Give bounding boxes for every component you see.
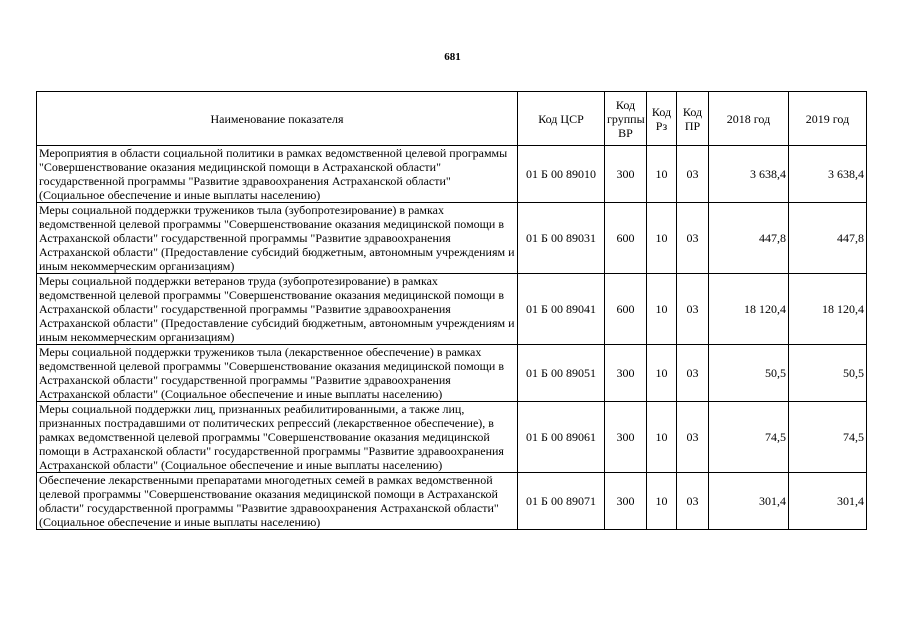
row-csr: 01 Б 00 89041: [518, 274, 605, 345]
row-2018: 301,4: [709, 473, 789, 530]
row-vr: 300: [605, 345, 647, 402]
row-csr: 01 Б 00 89031: [518, 203, 605, 274]
row-name: Меры социальной поддержки тружеников тыла (зубопротезирование) в рамках ведомственной целевой программы "Совершенствование оказания медицинской помощи в Астраханской области" государственной программы "Развитие здравоохранения Астраханской области" (Предоставление субсидий бюджетным, автономным учреждениям и иным некоммерческим организациям): [37, 203, 518, 274]
row-2019: 74,5: [789, 402, 867, 473]
row-2018: 74,5: [709, 402, 789, 473]
row-name: Меры социальной поддержки лиц, признанных реабилитированными, а также лиц, признанных пострадавшими от политических репрессий (лекарственное обеспечение), в рамках ведомственной целевой программы "Совершенствование оказания медицинской помощи в Астраханской области" государственной программы "Развитие здравоохранения Астраханской области" (Социальное обеспечение и иные выплаты населению): [37, 402, 518, 473]
header-csr: Код ЦСР: [518, 92, 605, 146]
table-row: [37, 402, 867, 473]
row-rz: 10: [647, 473, 677, 530]
row-csr: 01 Б 00 89051: [518, 345, 605, 402]
row-rz: 10: [647, 274, 677, 345]
row-vr: 600: [605, 203, 647, 274]
row-name: Меры социальной поддержки ветеранов труда (зубопротезирование) в рамках ведомственной целевой программы "Совершенствование оказания медицинской помощи в Астраханской области" государственной программы "Развитие здравоохранения Астраханской области" (Предоставление субсидий бюджетным, автономным учреждениям и иным некоммерческим организациям): [37, 274, 518, 345]
row-pr: 03: [677, 345, 709, 402]
row-2019: 301,4: [789, 473, 867, 530]
row-2019: 447,8: [789, 203, 867, 274]
table-row: [37, 203, 867, 274]
budget-table: [36, 91, 867, 530]
row-2019: 3 638,4: [789, 146, 867, 203]
row-vr: 300: [605, 146, 647, 203]
row-rz: 10: [647, 203, 677, 274]
header-vr: Код группы ВР: [605, 92, 647, 146]
row-2018: 50,5: [709, 345, 789, 402]
header-pr: Код ПР: [677, 92, 709, 146]
row-2019: 18 120,4: [789, 274, 867, 345]
row-name: Обеспечение лекарственными препаратами многодетных семей в рамках ведомственной целевой программы "Совершенствование оказания медицинской помощи в Астраханской области" государственной программы "Развитие здравоохранения Астраханской области" (Социальное обеспечение и иные выплаты населению): [37, 473, 518, 530]
row-rz: 10: [647, 402, 677, 473]
table-row: [37, 146, 867, 203]
row-pr: 03: [677, 402, 709, 473]
table-row: [37, 345, 867, 402]
header-2018: 2018 год: [709, 92, 789, 146]
row-vr: 300: [605, 402, 647, 473]
row-pr: 03: [677, 473, 709, 530]
row-pr: 03: [677, 203, 709, 274]
row-vr: 600: [605, 274, 647, 345]
header-name: Наименование показателя: [37, 92, 518, 146]
header-rz: Код Рз: [647, 92, 677, 146]
row-rz: 10: [647, 146, 677, 203]
row-vr: 300: [605, 473, 647, 530]
row-name: Мероприятия в области социальной политики в рамках ведомственной целевой программы "Совершенствование оказания медицинской помощи в Астраханской области" государственной программы "Развитие здравоохранения Астраханской области" (Социальное обеспечение и иные выплаты населению): [37, 146, 518, 203]
table-header-row: [37, 92, 867, 146]
row-2018: 18 120,4: [709, 274, 789, 345]
row-pr: 03: [677, 146, 709, 203]
row-2018: 3 638,4: [709, 146, 789, 203]
table-row: [37, 473, 867, 530]
row-pr: 03: [677, 274, 709, 345]
row-2019: 50,5: [789, 345, 867, 402]
table-row: [37, 274, 867, 345]
row-name: Меры социальной поддержки тружеников тыла (лекарственное обеспечение) в рамках ведомственной целевой программы "Совершенствование оказания медицинской помощи в Астраханской области" государственной программы "Развитие здравоохранения Астраханской области" (Социальное обеспечение и иные выплаты населению): [37, 345, 518, 402]
row-csr: 01 Б 00 89071: [518, 473, 605, 530]
header-2019: 2019 год: [789, 92, 867, 146]
row-2018: 447,8: [709, 203, 789, 274]
row-csr: 01 Б 00 89010: [518, 146, 605, 203]
page-number: 681: [444, 51, 461, 63]
row-rz: 10: [647, 345, 677, 402]
row-csr: 01 Б 00 89061: [518, 402, 605, 473]
